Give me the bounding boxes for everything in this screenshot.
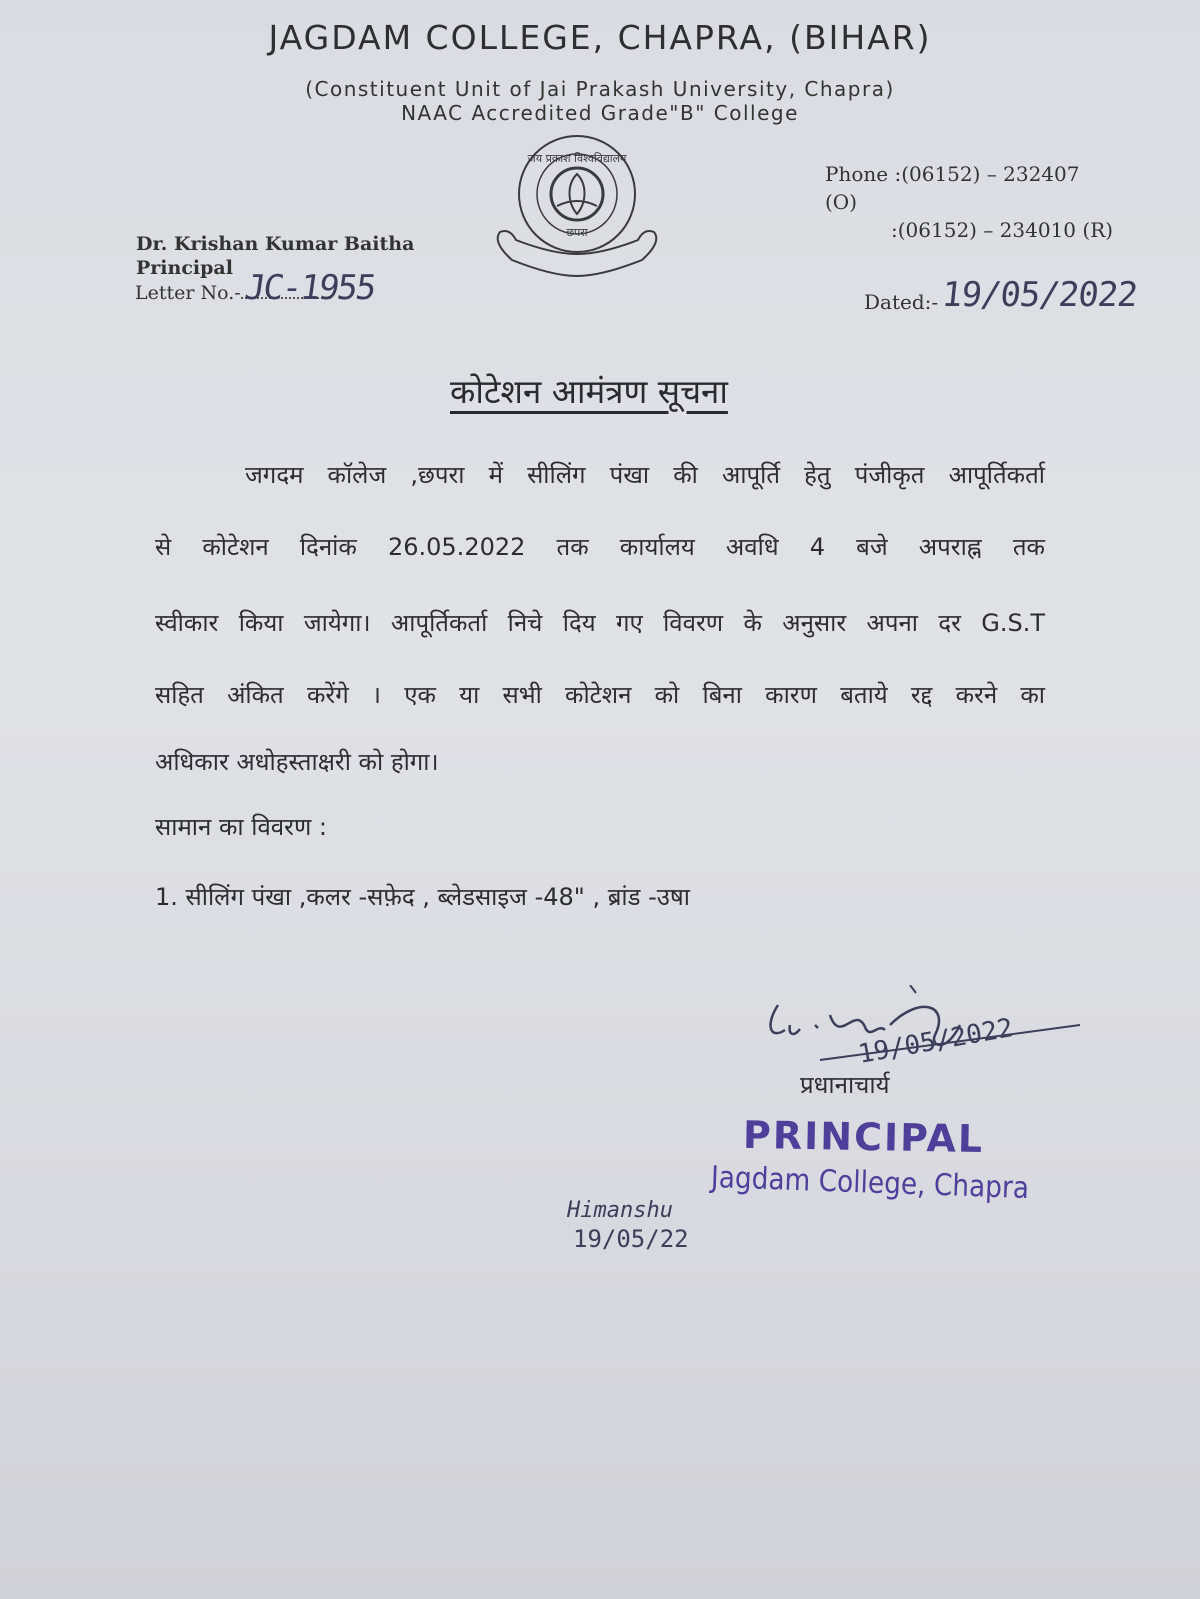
principal-title: Principal (136, 257, 233, 279)
notice-heading: कोटेशन आमंत्रण सूचना (450, 372, 728, 411)
stamp-principal: PRINCIPAL (742, 1112, 985, 1162)
university-seal-logo (482, 132, 672, 297)
initials-name: Himanshu (567, 1198, 673, 1223)
seal-top-text: जय प्रकाश विश्वविद्यालय (527, 152, 627, 165)
letter-number-label: Letter No.- (135, 282, 331, 304)
notice-line-3: स्वीकार किया जायेगा। आपूर्तिकर्ता निचे दिय गए विवरण के अनुसार अपना दर G.S.T (155, 609, 1045, 637)
college-name: JAGDAM COLLEGE, CHAPRA, (BIHAR) (268, 18, 932, 57)
items-label: सामान का विवरण : (155, 813, 328, 841)
signature-date: 19/05/2022 (856, 1013, 1016, 1070)
constituent-line: (Constituent Unit of Jai Prakash University, Chapra) (305, 77, 895, 101)
phone-residence: :(06152) – 234010 (R) (891, 218, 1114, 242)
accreditation-line: NAAC Accredited Grade"B" College (401, 101, 799, 125)
notice-line-4: सहित अंकित करेंगे । एक या सभी कोटेशन को बिना कारण बताये रद्द करने का (155, 681, 1045, 709)
letter-number-value: JC-1955 (242, 268, 378, 308)
dated-label: Dated:- (864, 290, 939, 314)
dated-value: 19/05/2022 (939, 275, 1139, 315)
principal-name: Dr. Krishan Kumar Baitha (136, 233, 415, 255)
designation-hindi: प्रधानाचार्य (800, 1071, 890, 1099)
notice-line-2: से कोटेशन दिनांक 26.05.2022 तक कार्यालय अवधि 4 बजे अपराह्न तक (155, 533, 1045, 561)
notice-line-1: जगदम कॉलेज ,छपरा में सीलिंग पंखा की आपूर्ति हेतु पंजीकृत आपूर्तिकर्ता (245, 461, 1045, 489)
stamp-college: Jagdam College, Chapra (710, 1160, 1030, 1207)
phone-office: Phone :(06152) – 232407 (O) (825, 162, 1080, 214)
seal-city-text: छपरा (566, 226, 588, 239)
item-1: 1. सीलिंग पंखा ,कलर -सफ़ेद , ब्लेडसाइज -48" , ब्रांड -उषा (155, 883, 691, 911)
notice-line-5: अधिकार अधोहस्ताक्षरी को होगा। (155, 748, 439, 776)
phone-block (825, 160, 1115, 244)
initials-date: 19/05/22 (573, 1225, 689, 1253)
